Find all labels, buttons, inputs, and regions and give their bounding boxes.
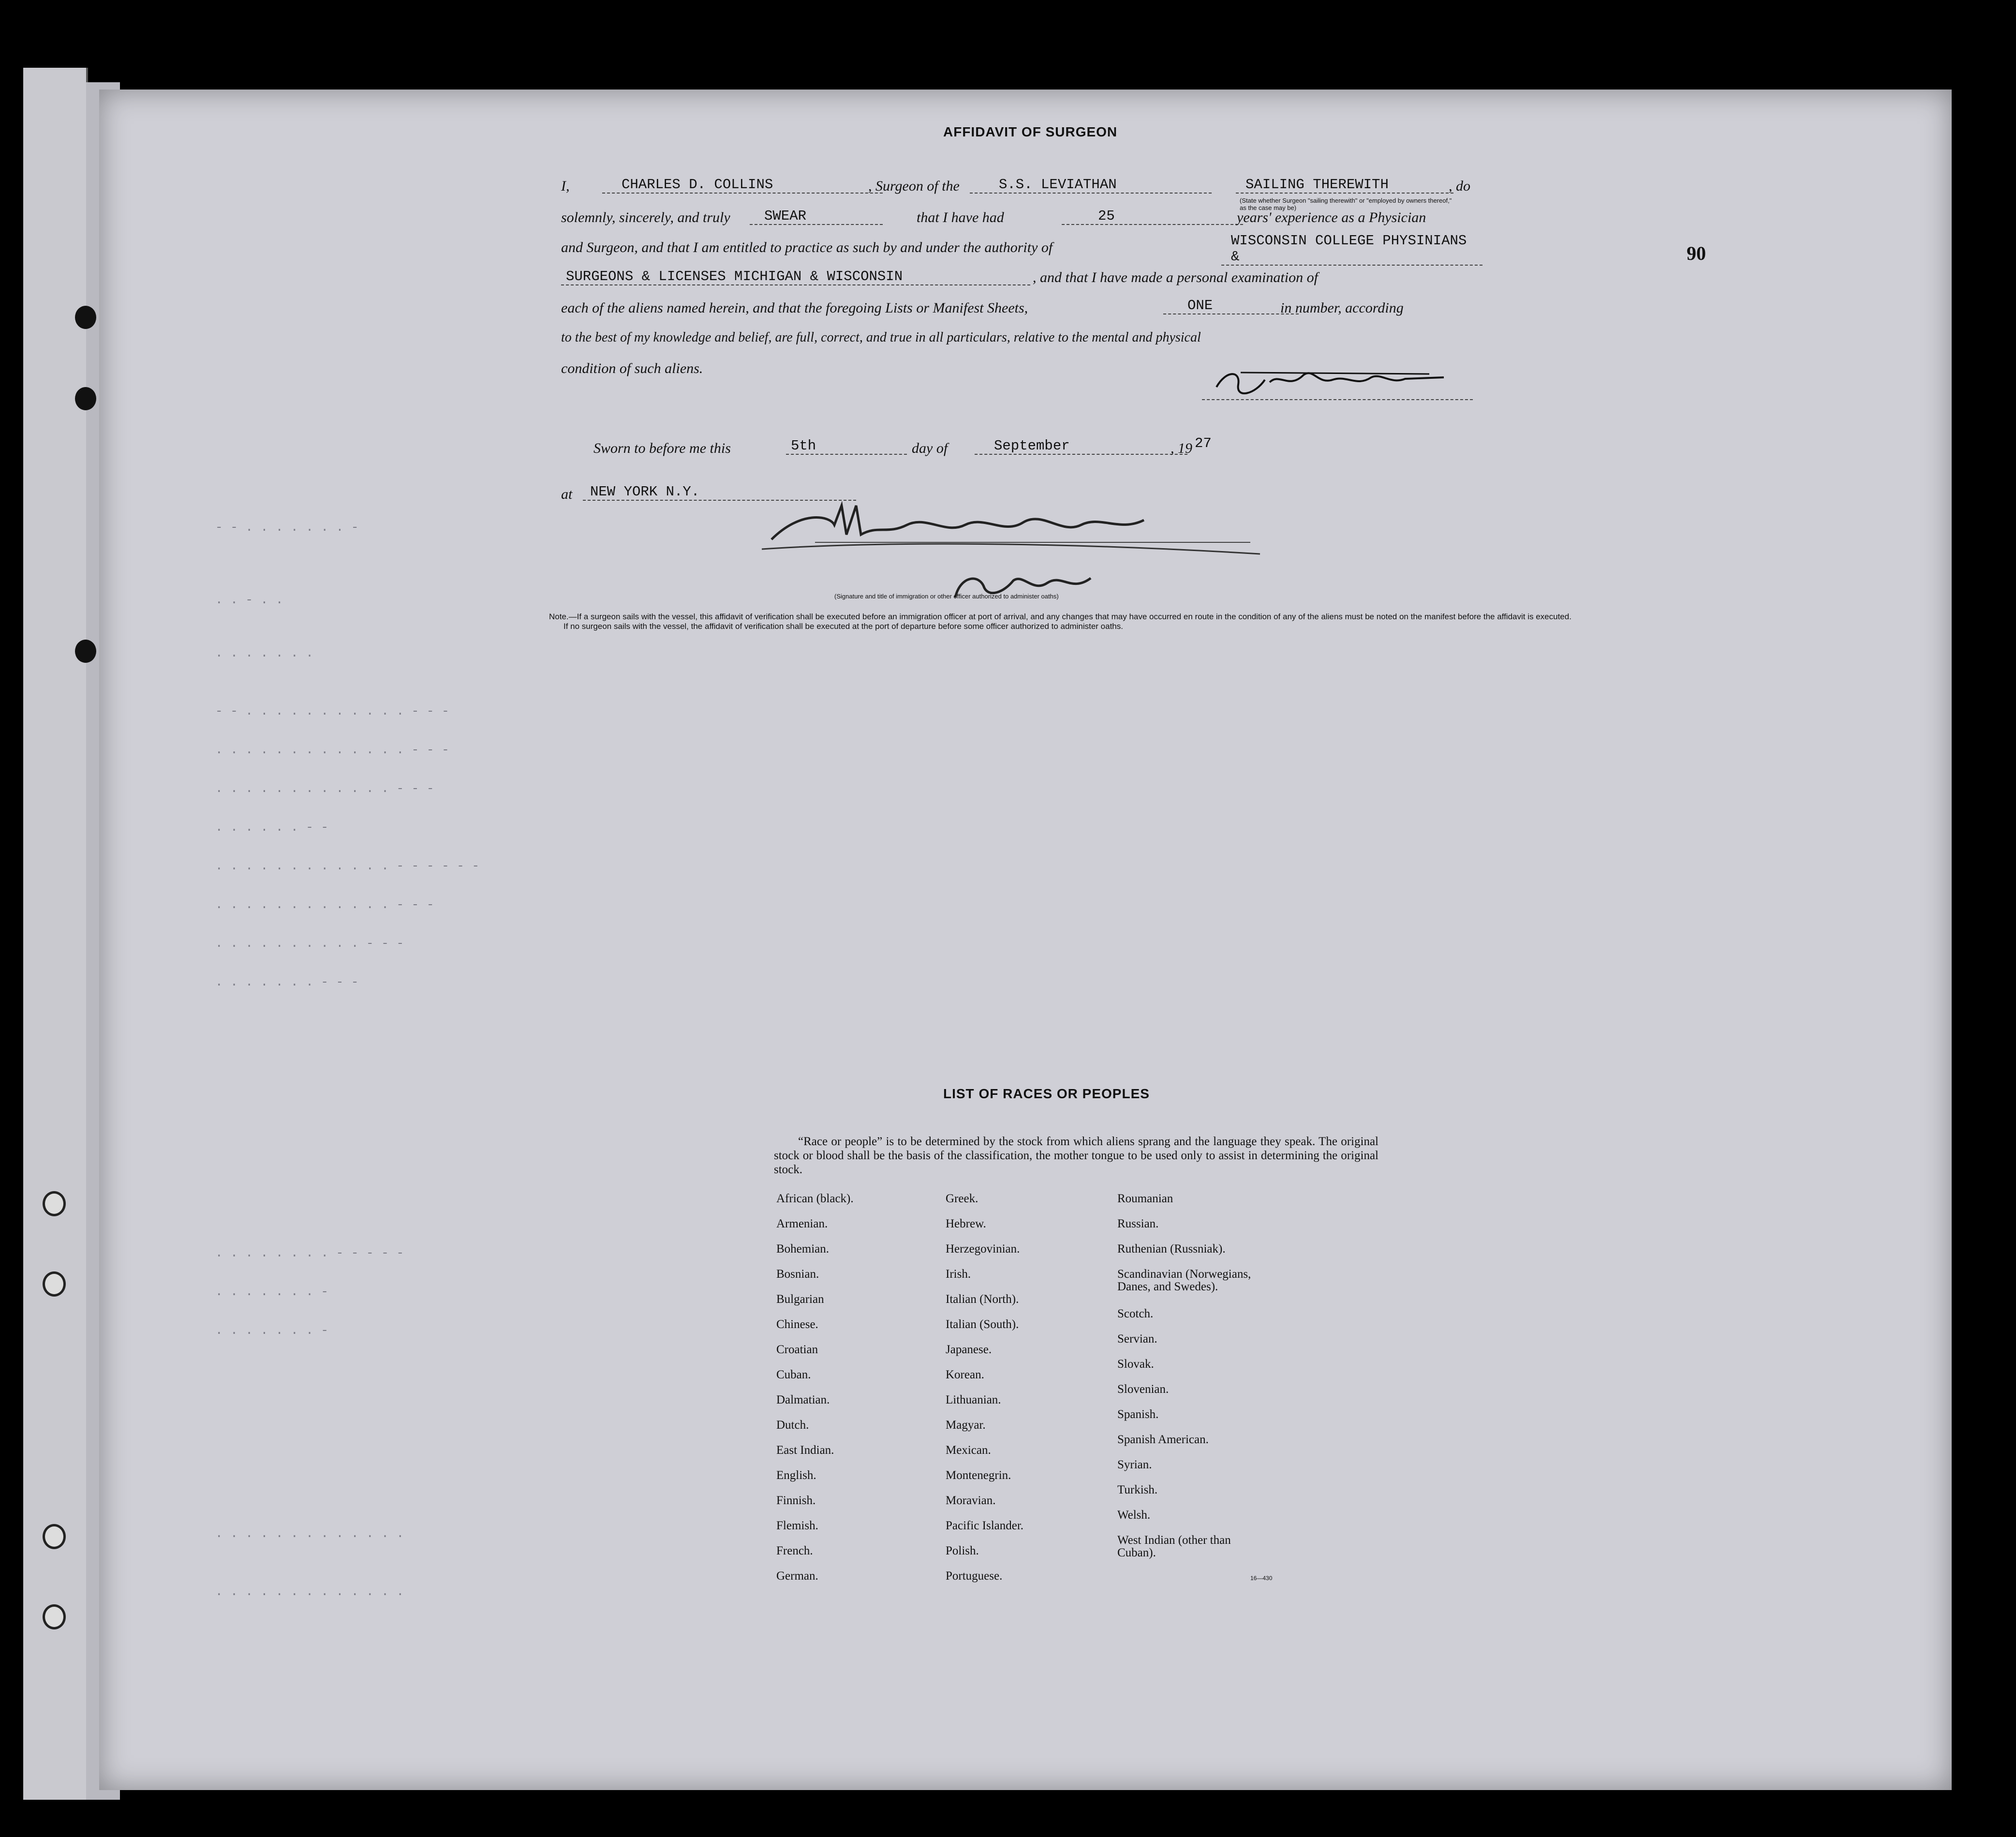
affidavit-text: and Surgeon, and that I am entitled to practice as such by and under the authority of [561,239,1053,255]
races-column-3 [1117,1193,1311,1580]
authority-field-2: SURGEONS & LICENSES MICHIGAN & WISCONSIN [561,269,1030,285]
officer-caption: (Signature and title of immigration or other officer authorized to administer oaths) [834,593,1059,600]
sailing-status-field: SAILING THEREWITH [1236,177,1453,194]
affidavit-text: to the best of my knowledge and belief, are full, correct, and true in all particulars, relative to the mental and physical [561,330,1201,345]
location-field: NEW YORK N.Y. [583,484,856,501]
race-item: Slovenian. [1117,1383,1169,1396]
race-item: Spanish American. [1117,1433,1209,1446]
affidavit-text: that I have had [917,209,1004,225]
punch-ring [43,1191,66,1216]
affidavit-text: in number, according [1280,300,1404,316]
month-field: September [975,438,1187,455]
race-item: Cuban. [776,1368,811,1381]
race-item: Dalmatian. [776,1393,830,1406]
note-text-1: —If a surgeon sails with the vessel, this affidavit of verification shall be executed before an immigration officer at port of arrival, and any changes that may have occurred en route in the condition of any of the aliens must be noted on the manifest before the affidavit is executed. [568,612,1571,621]
race-item: Armenian. [776,1217,828,1230]
affidavit-text: , and that I have made a personal examination of [1033,269,1318,285]
race-item: Lithuanian. [946,1393,1001,1406]
race-item: African (black). [776,1192,854,1205]
race-item: Scotch. [1117,1307,1154,1320]
surgeon-signature [1212,365,1453,399]
race-item: Russian. [1117,1217,1159,1230]
page-number: 90 [1687,242,1706,264]
affidavit-text: condition of such aliens. [561,360,703,376]
race-item: Flemish. [776,1519,818,1532]
race-item: French. [776,1544,813,1557]
race-item: Roumanian [1117,1192,1173,1205]
races-column-2 [946,1192,1100,1583]
race-item: Scandinavian (Norwegians, Danes, and Swedes). [1117,1268,1251,1293]
oath-field: SWEAR [750,208,883,225]
races-intro: “Race or people” is to be determined by the stock from which aliens sprang and the language they speak. The original stock or blood shall be the basis of the classification, the mother tongue to be used only to assist in determining the original stock. [774,1135,1379,1176]
punch-hole [75,306,96,329]
race-item: Magyar. [946,1419,986,1432]
race-item: Finnish. [776,1494,816,1507]
note-text-2: If no surgeon sails with the vessel, the affidavit of verification shall be executed at the port of departure before some officer authorized to administer oaths. [563,622,1123,631]
race-item: West Indian (other than Cuban). [1117,1534,1231,1559]
races-column-1 [776,1192,931,1583]
affidavit-title: AFFIDAVIT OF SURGEON [943,124,1118,139]
year-field: 27 [1195,435,1212,451]
race-item: Bulgarian [776,1293,824,1306]
affidavit-text: , Surgeon of the [868,178,960,194]
race-item: Servian. [1117,1332,1157,1345]
punch-hole [75,640,96,663]
note-label: Note. [549,612,569,621]
punch-ring [43,1271,66,1297]
race-item: Portuguese. [946,1569,1003,1583]
punch-ring [43,1524,66,1549]
race-item: Chinese. [776,1318,818,1331]
affidavit-text: I, [561,178,570,194]
affidavit-text: years' experience as a Physician [1237,209,1426,225]
bleed-through-rows: - - . . . . . . . - . . - . . . . . . . . . - - . . . . . . . . . . . - - - . . . . . . . . . . . . . - - - . . . . . . . . . . . . - - - . . . . . . - - . . . . . . . . . . . . - - - - - - . . . . . . . . . . . . - - - . . . . . . . . . . - - - . . . . . . . - - - . . . . . . . . - - - - - . . . . . . . - . . . . . . . - . . . . . . . . . . . . . . . . . . . . . . . . . . [215,520,480,1599]
race-item: Syrian. [1117,1458,1152,1471]
race-item: Dutch. [776,1419,809,1432]
race-item: Irish. [946,1268,971,1281]
surgeon-name-field: CHARLES D. COLLINS [602,177,883,194]
race-item: Bohemian. [776,1242,830,1255]
race-item: Pacific Islander. [946,1519,1024,1532]
race-item: German. [776,1569,818,1583]
race-item: Spanish. [1117,1408,1159,1421]
race-item: Japanese. [946,1343,992,1356]
race-item: Montenegrin. [946,1469,1011,1482]
years-field: 25 [1062,208,1243,225]
manifest-page [99,90,1952,1790]
affidavit-text: , do [1449,178,1470,194]
race-item: Ruthenian (Russniak). [1117,1242,1226,1255]
punch-ring [43,1604,66,1629]
sailing-hint: (State whether Surgeon "sailing therewith" or "employed by owners thereof," as the case may be) [1240,197,1452,211]
race-item: Welsh. [1117,1508,1151,1522]
form-number: 16—430 [1250,1575,1273,1582]
race-item: English. [776,1469,816,1482]
affidavit-text: at [561,486,573,502]
race-item: Italian (North). [946,1293,1019,1306]
race-item: Hebrew. [946,1217,986,1230]
affidavit-text: solemnly, sincerely, and truly [561,209,730,225]
race-item: East Indian. [776,1444,834,1457]
day-field: 5th [786,438,907,455]
punch-hole [75,387,96,410]
officer-signature-line [815,542,1250,543]
race-item: Mexican. [946,1444,991,1457]
affidavit-text: day of [912,440,948,456]
race-item: Italian (South). [946,1318,1019,1331]
affidavit-text: Sworn to before me this [593,440,731,456]
authority-field-1: WISCONSIN COLLEGE PHYSINIANS & [1221,233,1482,266]
affidavit-text: , 19 [1171,440,1192,456]
race-item: Croatian [776,1343,818,1356]
races-title: LIST OF RACES OR PEOPLES [943,1086,1150,1101]
race-item: Turkish. [1117,1483,1158,1496]
race-item: Greek. [946,1192,978,1205]
affidavit-note [549,612,1574,631]
race-item: Herzegovinian. [946,1242,1020,1255]
race-item: Polish. [946,1544,979,1557]
race-item: Slovak. [1117,1358,1154,1371]
race-item: Korean. [946,1368,984,1381]
ship-name-field: S.S. LEVIATHAN [970,177,1212,194]
sheet-count-field: ONE [1163,298,1299,314]
race-item: Moravian. [946,1494,996,1507]
affidavit-text: each of the aliens named herein, and that the foregoing Lists or Manifest Sheets, [561,300,1028,316]
race-item: Bosnian. [776,1268,819,1281]
